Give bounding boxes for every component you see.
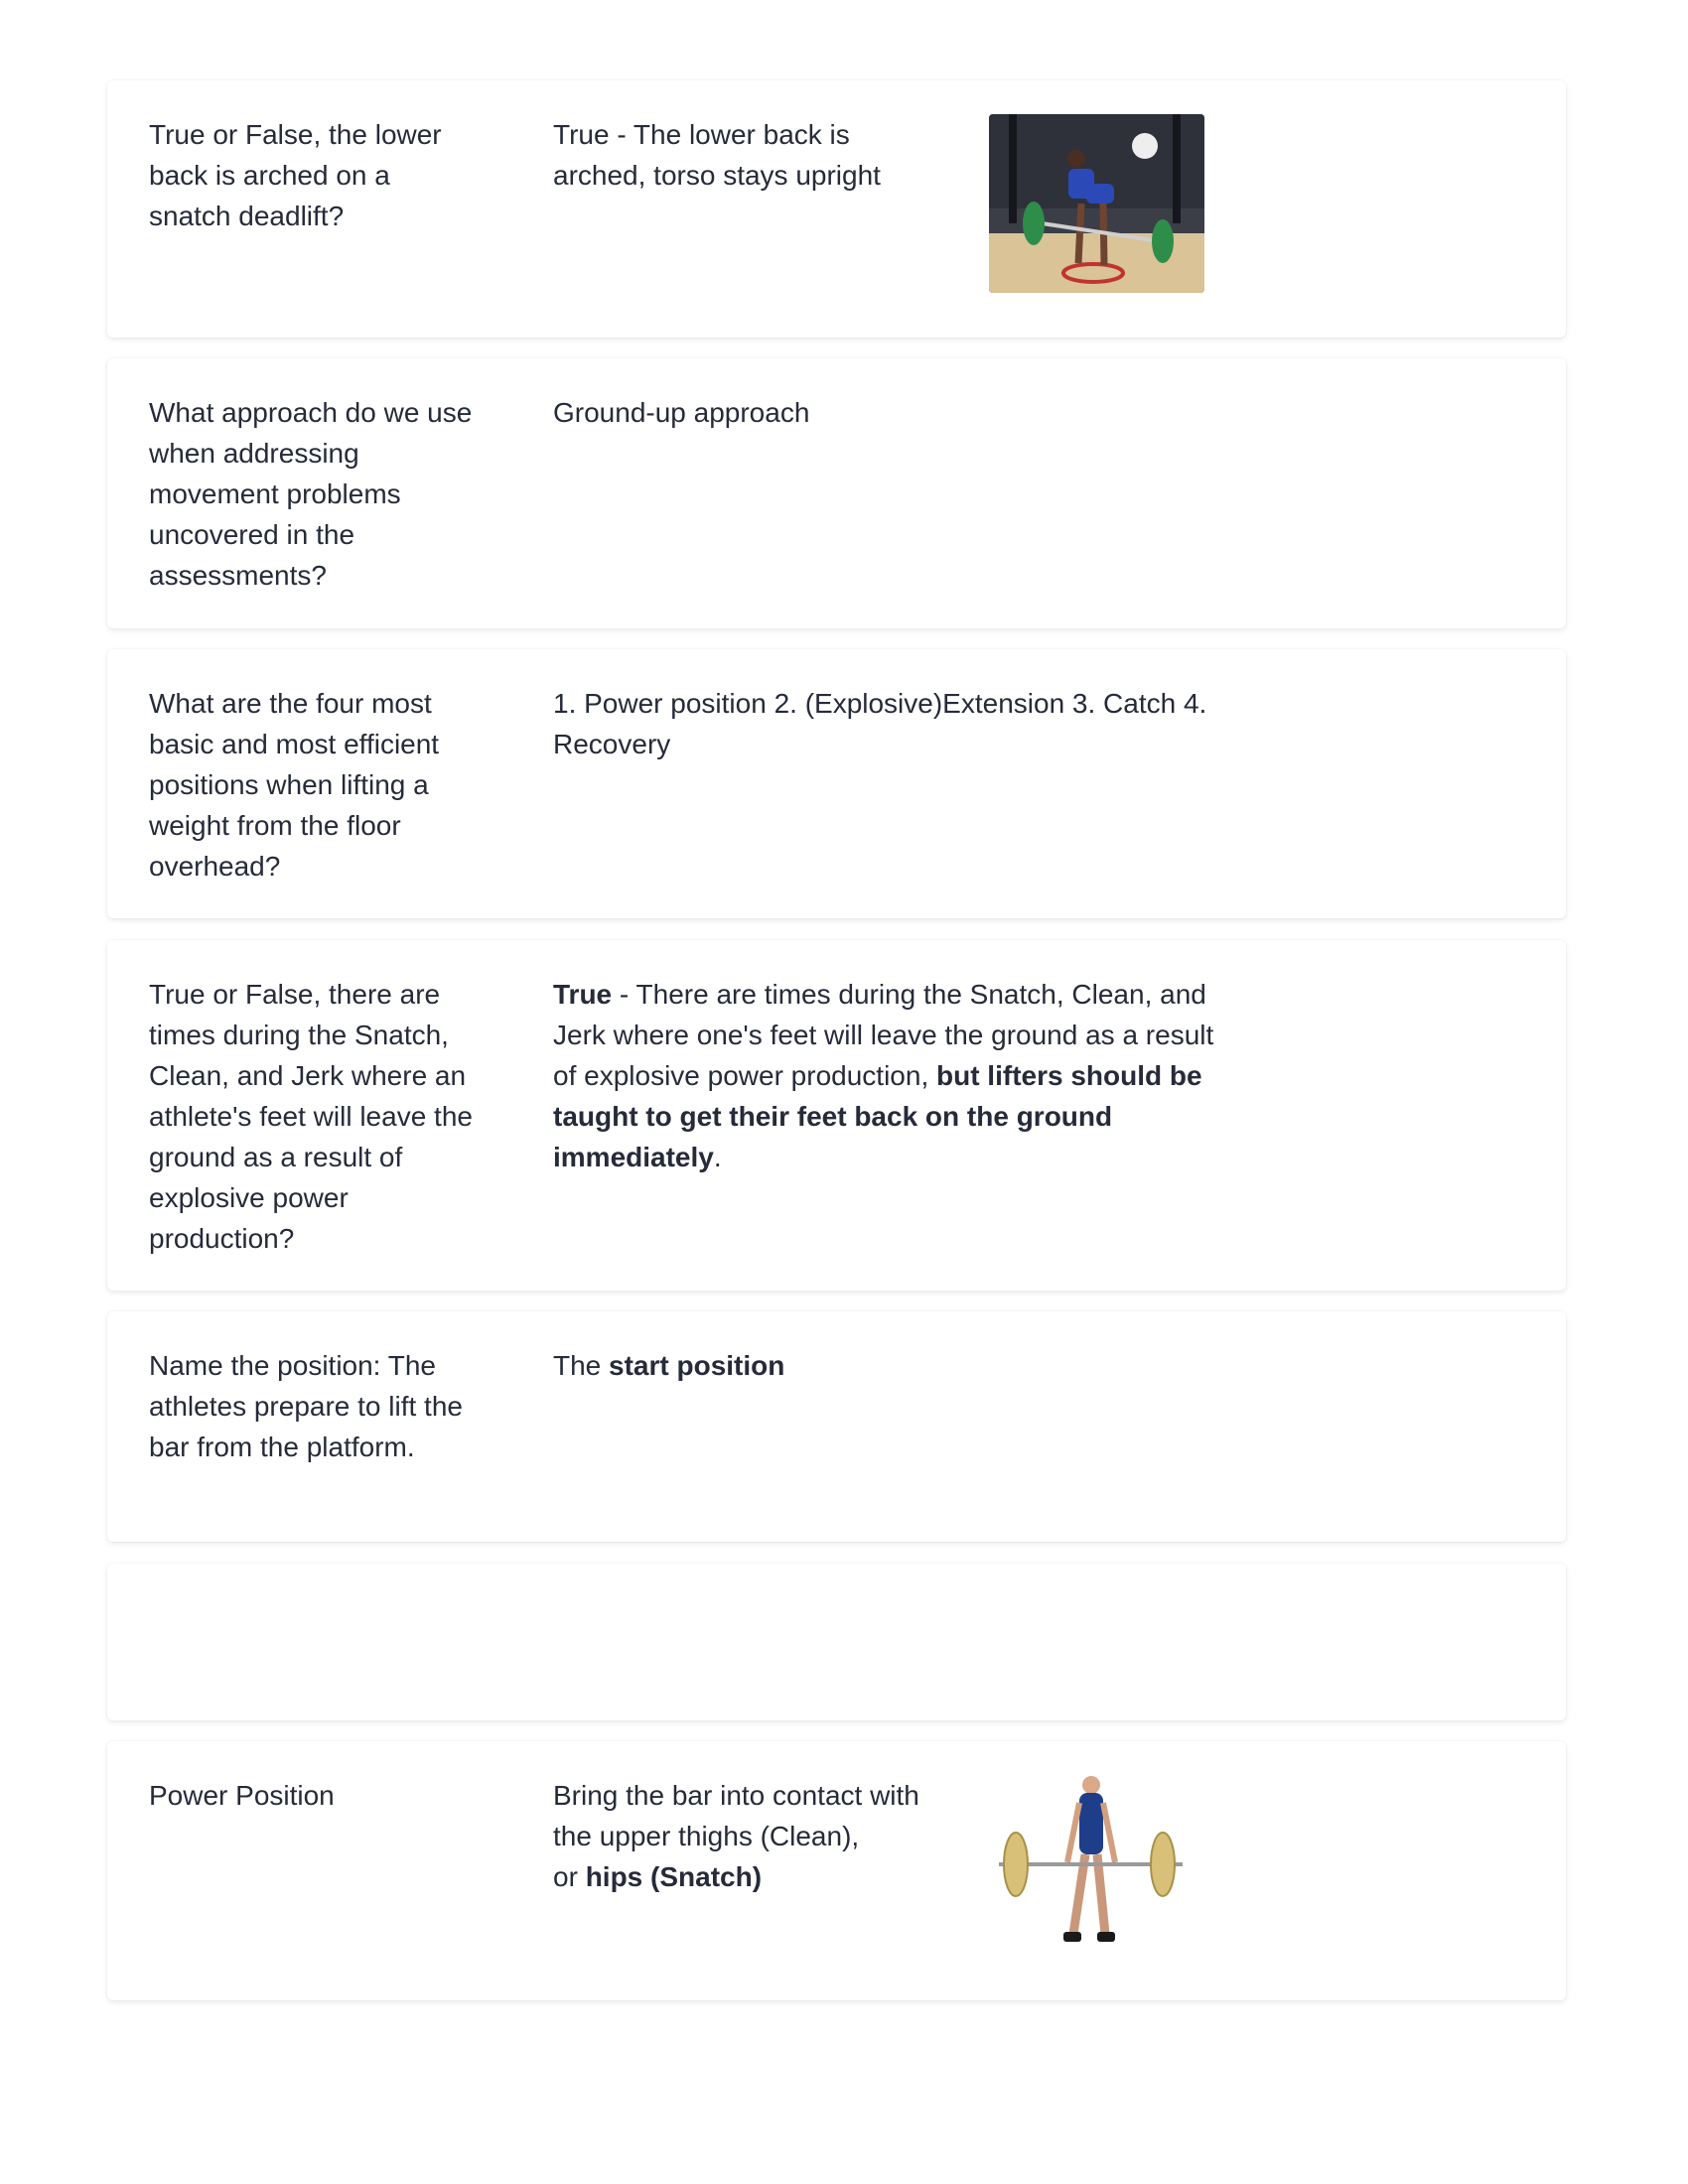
flashcard-6-empty <box>107 1564 1566 1720</box>
power-position-illustration <box>994 1775 1188 1954</box>
answer-text <box>553 1345 1208 1386</box>
answer-text: True - The lower back is arched, torso stays upright <box>553 119 881 191</box>
answer-bold-emphasis: but lifters should be taught to get their feet back on the ground immediately <box>553 1060 1202 1172</box>
question-text: True or False, there are times during the Snatch, Clean, and Jerk where an athlete's feet will leave the ground as a result of explosive power production? <box>149 979 473 1254</box>
snatch-deadlift-photo <box>989 114 1204 293</box>
flashcard-2 <box>107 358 1566 628</box>
answer-bold-true: True <box>553 979 613 1010</box>
question-text: True or False, the lower back is arched on a snatch deadlift? <box>149 119 442 231</box>
answer-body: - There are times during the Snatch, Clean, and Jerk where one's feet will leave the ground as a result of explosive power production, <box>553 979 1214 1091</box>
question-text: Name the position: The athletes prepare to lift the bar from the platform. <box>149 1350 463 1462</box>
answer-text: 1. Power position 2. (Explosive)Extension 3. Catch 4. Recovery <box>553 688 1207 759</box>
flashcard-5 <box>107 1311 1566 1542</box>
question-text: What approach do we use when addressing movement problems uncovered in the assessments? <box>149 397 473 591</box>
flashcard-3 <box>107 649 1566 918</box>
answer-prefix: The <box>553 1350 610 1381</box>
answer-line-2 <box>553 1856 950 1897</box>
answer-prefix: or <box>553 1861 586 1892</box>
question-text: Power Position <box>149 1780 335 1811</box>
flashcard-4 <box>107 940 1566 1291</box>
flashcard-1 <box>107 80 1566 338</box>
athlete-deadlift-image-icon <box>989 114 1204 293</box>
flashcard-7 <box>107 1741 1566 2000</box>
answer-line-1: Bring the bar into contact with the upper thighs (Clean), <box>553 1780 919 1851</box>
weightlifter-image-icon <box>994 1775 1188 1954</box>
answer-end: . <box>713 1142 722 1172</box>
answer-text <box>553 1775 950 1897</box>
answer-bold: start position <box>609 1350 785 1381</box>
answer-bold: hips (Snatch) <box>585 1861 763 1892</box>
question-text: What are the four most basic and most efficient positions when lifting a weight from the floor overhead? <box>149 688 440 882</box>
answer-text <box>553 974 1218 1177</box>
answer-text: Ground-up approach <box>553 397 810 428</box>
